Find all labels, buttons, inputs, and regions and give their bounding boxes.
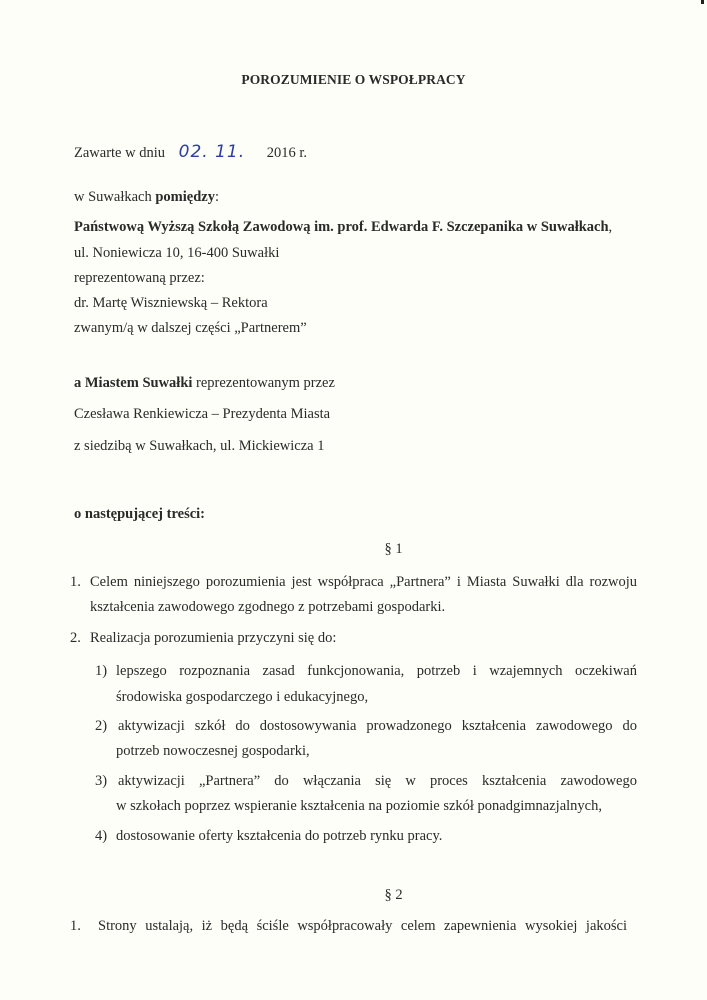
party1-representative: dr. Martę Wiszniewską – Rektora <box>74 295 268 311</box>
party2-representative: Czesława Renkiewicza – Prezydenta Miasta <box>74 406 331 422</box>
place-line <box>74 189 219 206</box>
date-line <box>74 142 307 162</box>
party1-alias: zwanym/ą w dalszej części „Partnerem” <box>74 320 307 336</box>
s1-sub-3-line-2: w szkołach poprzez wspieranie kształcenia na poziomie szkół ponadgimnazjalnych, <box>116 798 602 814</box>
place-text: w Suwałkach <box>74 189 152 205</box>
party2-seat: z siedzibą w Suwałkach, ul. Mickiewicza 1 <box>74 438 325 454</box>
scan-corner-mark <box>701 0 704 4</box>
party1-name: Państwową Wyższą Szkołą Zawodową im. prof. Edwarda F. Szczepanika w Suwałkach <box>74 219 609 235</box>
s1-sub-2-line-1 <box>118 718 637 735</box>
s1-point-1-text-1: Celem niniejszego porozumienia jest współpraca „Partnera” i Miasta Suwałki dla rozwoju <box>90 574 637 590</box>
between-label: pomiędzy <box>155 189 215 205</box>
s1-sub-1-line-2: środowiska gospodarczego i edukacyjnego, <box>116 689 369 705</box>
s1-point-1-number: 1. <box>70 574 81 590</box>
s2-point-1-line-1 <box>98 918 627 935</box>
s2-point-1-number: 1. <box>70 918 81 934</box>
s1-point-1-line-1 <box>90 574 637 591</box>
s1-sub-4-text: dostosowanie oferty kształcenia do potrzeb rynku pracy. <box>116 828 443 844</box>
handwritten-date: 02. 11. <box>178 142 246 162</box>
party2-name: a Miastem Suwałki <box>74 375 193 391</box>
party1-name-line <box>74 219 612 236</box>
s1-sub-2-line-2: potrzeb nowoczesnej gospodarki, <box>116 743 310 759</box>
party1-represented-by: reprezentowaną przez: <box>74 270 205 286</box>
place-colon: : <box>214 189 219 205</box>
date-year: 2016 r. <box>266 145 308 161</box>
date-prefix: Zawarte w dniu <box>74 145 165 161</box>
document-title: POROZUMIENIE O WSPOŁPRACY <box>241 72 466 87</box>
content-intro: o następującej treści: <box>74 506 206 522</box>
s1-sub-3-number: 3) <box>95 773 108 789</box>
party2-represented-by: reprezentowanym przez <box>192 375 335 391</box>
s1-sub-2-number: 2) <box>95 718 108 734</box>
section-2-heading: § 2 <box>384 887 403 903</box>
party2-line <box>74 375 335 392</box>
s1-point-2-text: Realizacja porozumienia przyczyni się do: <box>90 630 337 646</box>
s1-sub-1-number: 1) <box>95 663 108 679</box>
s1-sub-1-line-1 <box>116 663 637 680</box>
s1-sub-3-line-1 <box>118 773 637 790</box>
s2-point-1-text-1: Strony ustalają, iż będą ściśle współpracowały celem zapewnienia wysokiej jakości <box>98 918 627 934</box>
s1-point-2-number: 2. <box>70 630 81 646</box>
party1-comma: , <box>608 219 613 235</box>
party1-address: ul. Noniewicza 10, 16-400 Suwałki <box>74 245 280 261</box>
s1-sub-1-text-1: lepszego rozpoznania zasad funkcjonowania, potrzeb i wzajemnych oczekiwań <box>116 663 637 679</box>
section-1-heading: § 1 <box>384 541 403 557</box>
s1-sub-2-text-1: aktywizacji szkół do dostosowywania prowadzonego kształcenia zawodowego do <box>118 718 637 734</box>
s1-sub-3-text-1: aktywizacji „Partnera” do włączania się w proces kształcenia zawodowego <box>118 773 637 789</box>
s1-sub-4-number: 4) <box>95 828 108 844</box>
s1-point-1-line-2: kształcenia zawodowego zgodnego z potrzebami gospodarki. <box>90 599 446 615</box>
